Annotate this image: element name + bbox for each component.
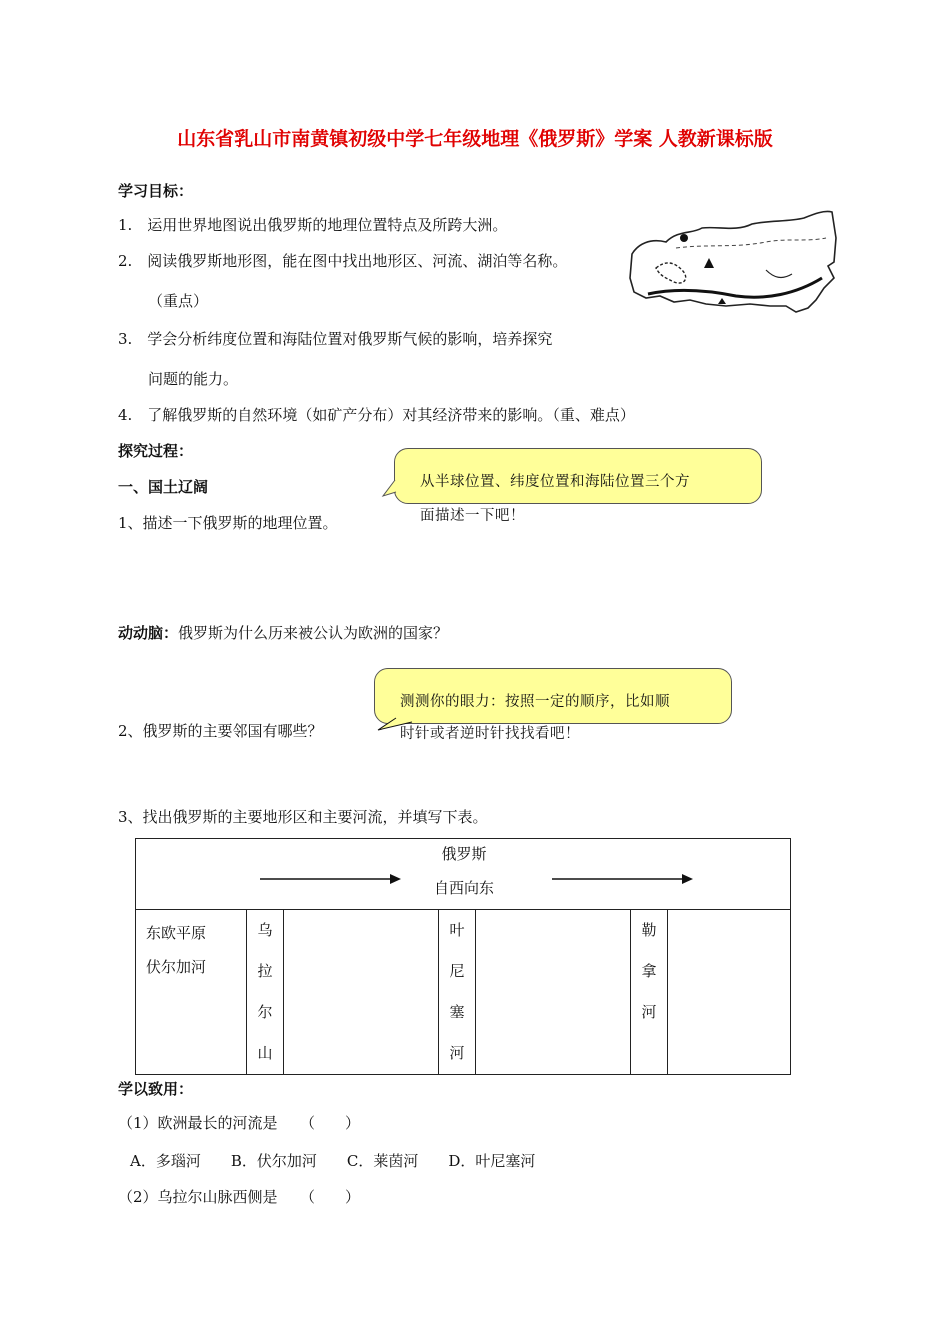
question-3: 3、找出俄罗斯的主要地形区和主要河流，并填写下表。 — [118, 808, 488, 826]
mc-question-1-options: A．多瑙河 B．伏尔加河 C．莱茵河 D．叶尼塞河 — [130, 1152, 536, 1170]
ural-char: 山 — [257, 1044, 273, 1062]
ural-char: 拉 — [257, 962, 273, 980]
yenisei-char: 叶 — [449, 921, 465, 939]
table-cell-ural — [247, 910, 284, 1075]
arrow-right-icon — [550, 873, 694, 885]
objectives-heading: 学习目标： — [118, 182, 194, 200]
question-1: 1、描述一下俄罗斯的地理位置。 — [118, 514, 338, 532]
region-river-table — [135, 838, 791, 1075]
russia-map-image — [626, 208, 840, 320]
section-1-heading: 一、国土辽阔 — [118, 478, 209, 496]
mc-question-1: （1）欧洲最长的河流是 （ ） — [118, 1114, 361, 1132]
table-header-direction: 自西向东 — [433, 879, 494, 897]
objective-4: 4. 了解俄罗斯的自然环境（如矿产分布）对其经济带来的影响。（重、难点） — [118, 406, 635, 424]
objective-1: 1. 运用世界地图说出俄罗斯的地理位置特点及所跨大洲。 — [118, 216, 508, 234]
table-header-cell — [136, 839, 791, 910]
objective-3-cont: 问题的能力。 — [148, 370, 239, 388]
hint-bubble-1-line-2: 面描述一下吧！ — [420, 508, 525, 524]
bubble-1-tail — [380, 478, 400, 502]
lena-char: 勒 — [641, 921, 657, 939]
table-cell-east-european-plain — [136, 910, 247, 1075]
mc-question-2: （2）乌拉尔山脉西侧是 （ ） — [118, 1188, 361, 1206]
table-header-country: 俄罗斯 — [441, 845, 487, 863]
yenisei-char: 河 — [449, 1044, 465, 1062]
think-label: 动动脑： — [118, 624, 179, 642]
cell-east-european-plain: 东欧平原 — [146, 924, 207, 942]
lena-char: 河 — [641, 1003, 657, 1021]
yenisei-char: 尼 — [449, 962, 465, 980]
table-cell-lena — [631, 910, 668, 1075]
apply-heading: 学以致用： — [118, 1080, 194, 1098]
table-blank-cell-2[interactable] — [476, 910, 631, 1075]
hint-bubble-1-line-1: 从半球位置、纬度位置和海陆位置三个方 — [420, 474, 690, 490]
hint-bubble-2-line-2: 时针或者逆时针找找看吧！ — [400, 726, 580, 742]
objective-2: 2. 阅读俄罗斯地形图，能在图中找出地形区、河流、湖泊等名称。 — [118, 252, 568, 270]
table-blank-cell-1[interactable] — [284, 910, 439, 1075]
question-2: 2、俄罗斯的主要邻国有哪些？ — [118, 722, 323, 740]
table-cell-yenisei — [439, 910, 476, 1075]
think-question: 俄罗斯为什么历来被公认为欧洲的国家？ — [178, 624, 449, 642]
document-title: 山东省乳山市南黄镇初级中学七年级地理《俄罗斯》学案 人教新课标版 — [177, 128, 773, 150]
lena-char: 拿 — [641, 962, 657, 980]
ural-char: 尔 — [257, 1003, 273, 1021]
hint-bubble-2-line-1: 测测你的眼力：按照一定的顺序，比如顺 — [400, 694, 670, 710]
table-blank-cell-3[interactable] — [668, 910, 791, 1075]
objective-3: 3. 学会分析纬度位置和海陆位置对俄罗斯气候的影响，培养探究 — [118, 330, 553, 348]
process-heading: 探究过程： — [118, 442, 194, 460]
objective-2-note: （重点） — [148, 292, 209, 310]
cell-volga-river: 伏尔加河 — [146, 958, 207, 976]
ural-char: 乌 — [257, 921, 273, 939]
yenisei-char: 塞 — [449, 1003, 465, 1021]
arrow-right-icon — [258, 873, 402, 885]
